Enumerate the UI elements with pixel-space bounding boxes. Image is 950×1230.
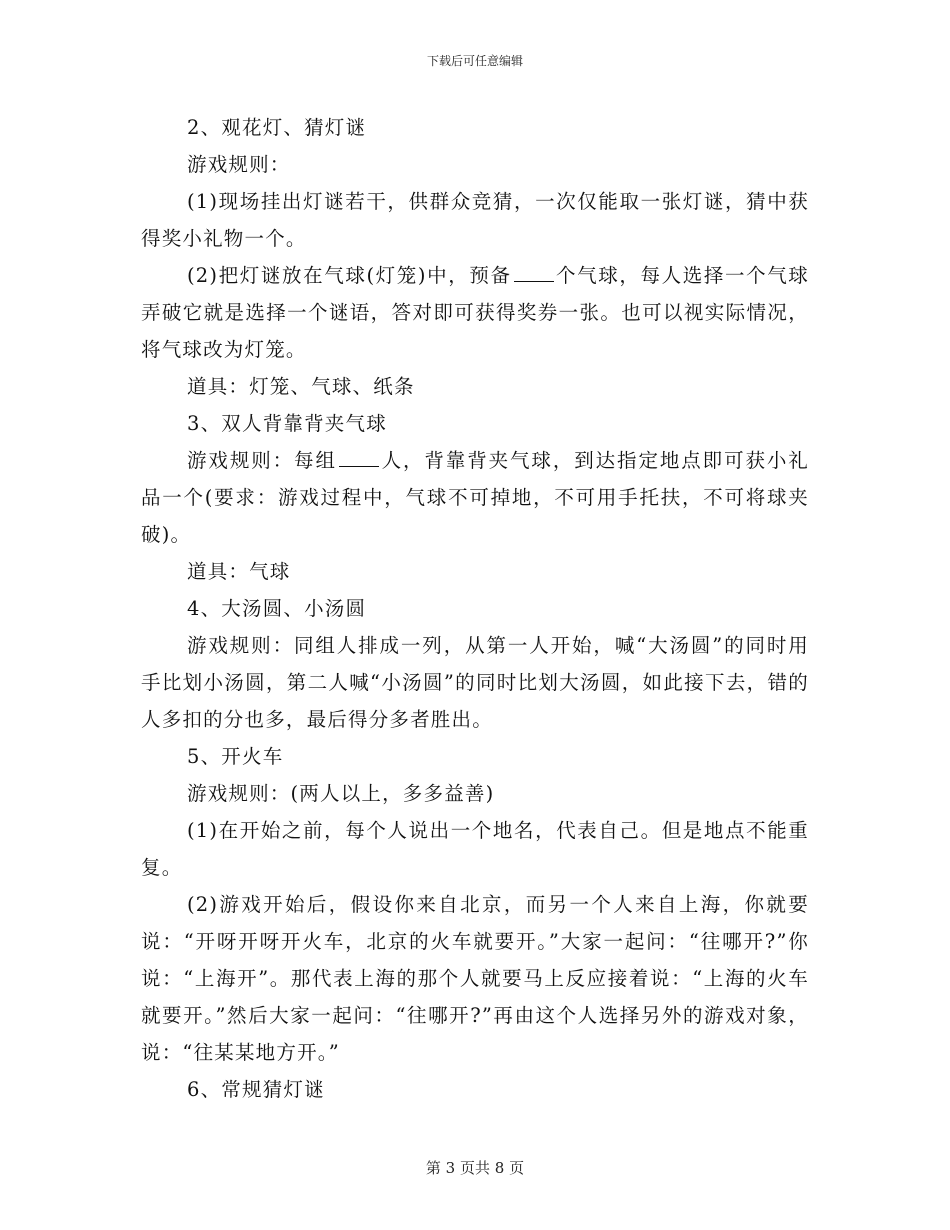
page-footer: 第 3 页共 8 页 xyxy=(425,1159,525,1177)
section-heading-2: 2、观花灯、猜灯谜 xyxy=(187,116,367,139)
rule-paragraph: (2)游戏开始后，假设你来自北京，而另一个人来自上海，你就要说：“开呀开呀开火车，北京的火车就要开。”大家一起问：“往哪开?”你说：“上海开”。那代表上海的那个人就要马上反应接着说：“上海的火车就要开。”然后大家一起问：“往哪开?”再由这个人选择另外的游戏对象，说：“往某某地方开。” xyxy=(141,893,809,1064)
text-segment: (2)把灯谜放在气球(灯笼)中，预备 xyxy=(187,264,512,287)
rules-label: 游戏规则： xyxy=(187,153,291,176)
props-line: 道具：灯笼、气球、纸条 xyxy=(187,375,415,398)
section-heading-4: 4、大汤圆、小汤圆 xyxy=(187,597,367,620)
rule-paragraph: (1)在开始之前，每个人说出一个地名，代表自己。但是地点不能重复。 xyxy=(141,819,809,879)
page-header: 下载后可任意编辑 xyxy=(426,54,523,68)
fill-in-blank xyxy=(514,263,554,282)
text-segment: 个气球，每人选择一个气球弄破它就是选择一个谜语，答对即可获得奖券一张。也可以视实际情况，将气球改为灯笼。 xyxy=(141,264,810,361)
document-body xyxy=(141,109,809,1108)
section-heading-3: 3、双人背靠背夹气球 xyxy=(187,412,387,435)
rule-paragraph: 游戏规则：同组人排成一列，从第一人开始，喊“大汤圆”的同时用手比划小汤圆，第二人喊“小汤圆”的同时比划大汤圆，如此接下去，错的人多扣的分也多，最后得分多者胜出。 xyxy=(141,634,809,731)
text-segment: 人，背靠背夹气球，到达指定地点即可获小礼品一个(要求：游戏过程中，气球不可掉地，不可用手托扶，不可将球夹破)。 xyxy=(141,449,809,546)
rule-paragraph-with-blank xyxy=(141,257,809,368)
rule-paragraph: (1)现场挂出灯谜若干，供群众竞猜，一次仅能取一张灯谜，猜中获得奖小礼物一个。 xyxy=(141,190,809,250)
section-heading-6: 6、常规猜灯谜 xyxy=(187,1078,325,1101)
rule-paragraph-with-blank xyxy=(141,442,809,553)
props-line: 道具：气球 xyxy=(187,560,291,583)
rules-label: 游戏规则：(两人以上，多多益善) xyxy=(187,782,495,805)
section-heading-5: 5、开火车 xyxy=(187,745,284,768)
text-segment: 游戏规则：每组 xyxy=(187,449,337,472)
fill-in-blank xyxy=(339,448,379,467)
